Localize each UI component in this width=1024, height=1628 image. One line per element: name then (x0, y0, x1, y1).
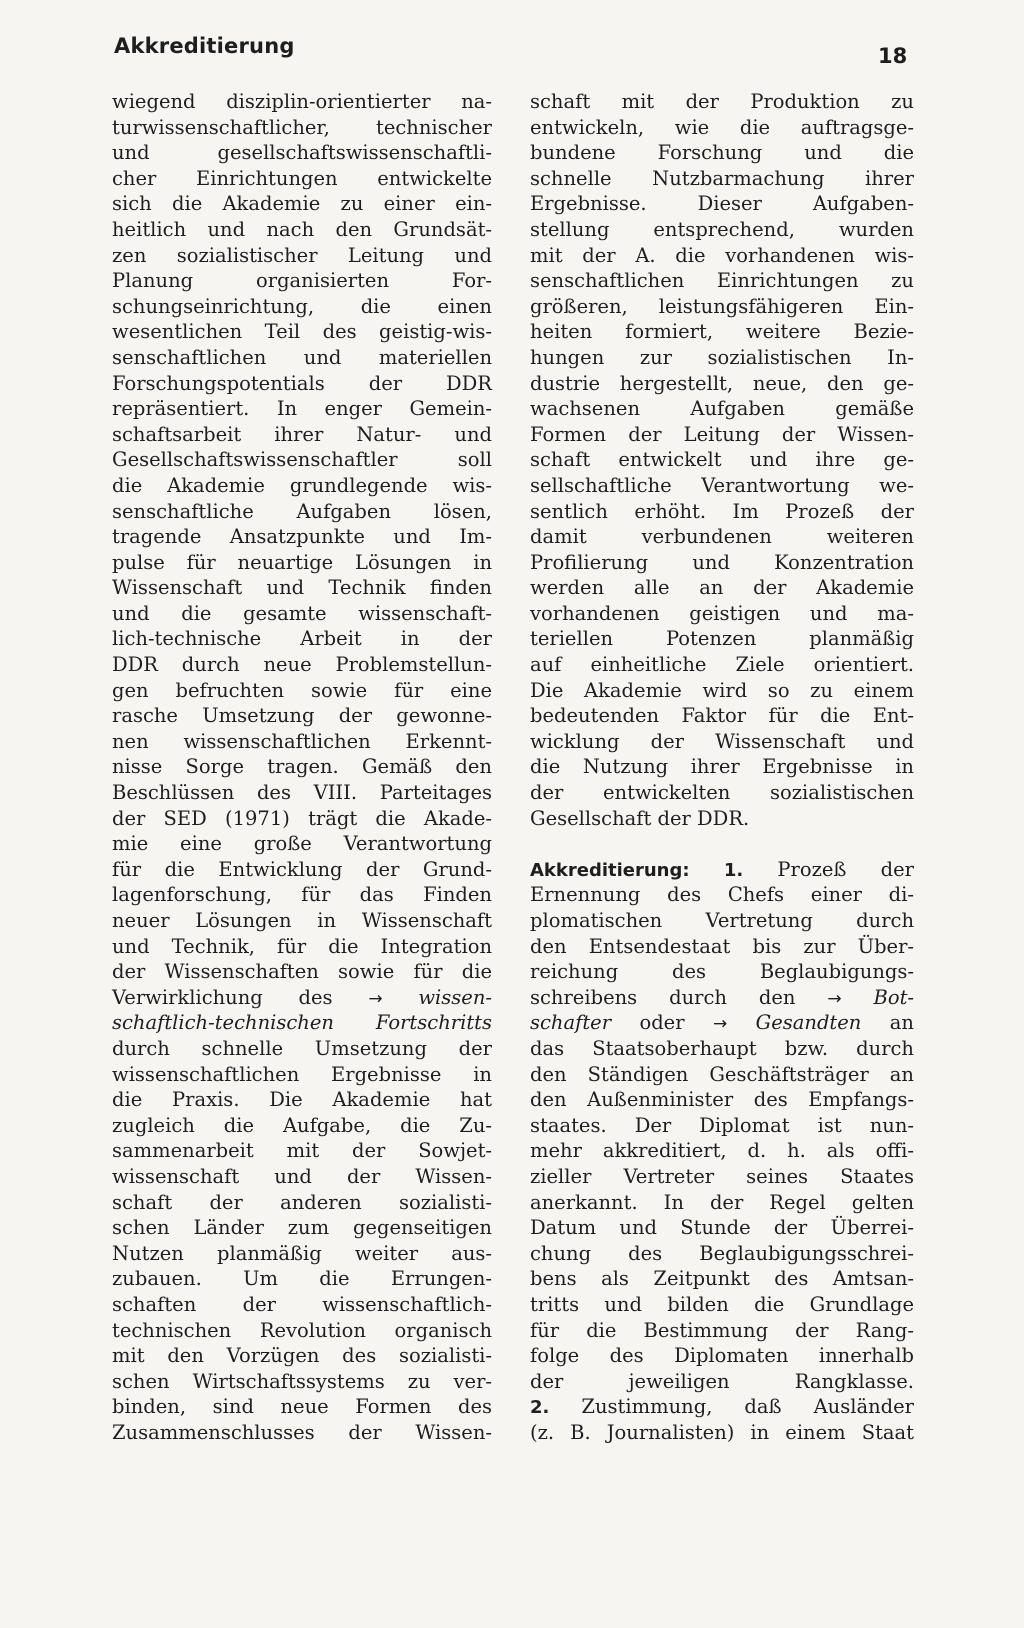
text-line: nen wissenschaftlichen Erkennt- (112, 729, 492, 753)
text-line: und gesellschaftswissenschaftli- (112, 141, 492, 165)
left-column (112, 89, 492, 1445)
entry-num-2: 2. (530, 1397, 550, 1419)
text-line: senschaftliche Aufgaben lösen, (112, 499, 492, 523)
text-line: Wissenschaft und Technik finden (112, 576, 492, 600)
text-line: die Nutzung ihrer Ergebnisse in (530, 755, 914, 779)
text-line: DDR durch neue Problemstellun- (112, 653, 492, 677)
text-line: den Ständigen Geschäftsträger an (530, 1062, 914, 1086)
text-line: turwissenschaftlicher, technischer (112, 115, 492, 139)
running-head: Akkreditierung (114, 34, 295, 58)
text-line: wissenschaft und der Wissen- (112, 1164, 492, 1188)
text-line: der Wissenschaften sowie für die (112, 960, 492, 984)
right-column (530, 89, 914, 1445)
arrow-icon: → (368, 988, 383, 1009)
text-line: anerkannt. In der Regel gelten (530, 1190, 914, 1214)
text-line: Ergebnisse. Dieser Aufgaben- (530, 192, 914, 216)
text-line: teriellen Potenzen planmäßig (530, 627, 914, 651)
text-line: lich-technische Arbeit in der (112, 627, 492, 651)
text-line: mit der A. die vorhandenen wis- (530, 243, 914, 267)
text-line: und Technik, für die Integration (112, 934, 492, 958)
text-line: schaft mit der Produktion zu (530, 90, 914, 113)
text-line: wiegend disziplin-orientierter na- (112, 90, 492, 113)
text-line: schaftsarbeit ihrer Natur- und (112, 422, 492, 446)
text-segment: oder (639, 1011, 685, 1035)
text-line: zen sozialistischer Leitung und (112, 243, 492, 267)
text-line: neuer Lösungen in Wissenschaft (112, 909, 492, 932)
text-line: bundene Forschung und die (530, 141, 914, 165)
text-line: Planung organisierten For- (112, 269, 492, 293)
text-line-with-link (112, 985, 492, 1011)
text-line: pulse für neuartige Lösungen in (112, 550, 492, 574)
text-line: der jeweiligen Rangklasse. (530, 1369, 914, 1393)
text-line: den Außenminister des Empfangs- (530, 1088, 914, 1112)
text-line: technischen Revolution organisch (112, 1318, 492, 1342)
text-line: der entwickelten sozialistischen (530, 781, 914, 805)
text-line: binden, sind neue Formen des (112, 1395, 492, 1419)
text-line: sentlich erhöht. Im Prozeß der (530, 499, 914, 523)
text-line: Beschlüssen des VIII. Parteitages (112, 781, 492, 805)
text-line: senschaftlichen und materiellen (112, 345, 492, 369)
arrow-icon: → (827, 988, 842, 1009)
text-line: folge des Diplomaten innerhalb (530, 1344, 914, 1368)
text-line: der SED (1971) trägt die Akade- (112, 806, 492, 830)
text-line: senschaftlichen Einrichtungen zu (530, 269, 914, 293)
text-line: wissenschaftlichen Ergebnisse in (112, 1062, 492, 1086)
text-line: das Staatsoberhaupt bzw. durch (530, 1036, 914, 1060)
text-line: Ernennung des Chefs einer di- (530, 883, 914, 907)
link-botschafter-2[interactable]: schafter (530, 1011, 612, 1035)
paragraph-gap (530, 831, 914, 857)
text-line: Nutzen planmäßig weiter aus- (112, 1241, 492, 1265)
text-line: und die gesamte wissenschaft- (112, 601, 492, 625)
text-line: repräsentiert. In enger Gemein- (112, 397, 492, 421)
text-line: mit den Vorzügen des sozialisti- (112, 1344, 492, 1368)
text-line: schaften der wissenschaftlich- (112, 1292, 492, 1316)
text-line: stellung entsprechend, wurden (530, 217, 914, 241)
text-line: für die Entwicklung der Grund- (112, 857, 492, 881)
text-line: zubauen. Um die Errungen- (112, 1267, 492, 1291)
text-line: die Akademie grundlegende wis- (112, 473, 492, 497)
text-line: werden alle an der Akademie (530, 576, 914, 600)
text-line: hungen zur sozialistischen In- (530, 345, 914, 369)
text-line: schaft entwickelt und ihre ge- (530, 448, 914, 472)
text-line: Formen der Leitung der Wissen- (530, 422, 914, 446)
text-line: Gesellschaftswissenschaftler soll (112, 448, 492, 472)
text-segment: Zustimmung, daß Ausländer (581, 1395, 915, 1419)
text-line: zieller Vertreter seines Staates (530, 1164, 914, 1188)
text-line: durch schnelle Umsetzung der (112, 1036, 492, 1060)
entry-first-line-rest: Prozeß der (777, 857, 914, 881)
text-line: nisse Sorge tragen. Gemäß den (112, 755, 492, 779)
text-line: staates. Der Diplomat ist nun- (530, 1113, 914, 1137)
entry-headword: Akkreditierung: (530, 859, 690, 881)
page-number: 18 (878, 44, 908, 68)
text-segment: schreibens durch den (530, 985, 796, 1009)
text-line: tragende Ansatzpunkte und Im- (112, 525, 492, 549)
text-line: für die Bestimmung der Rang- (530, 1318, 914, 1342)
text-line: Zusammenschlusses der Wissen- (112, 1420, 492, 1444)
text-line: auf einheitliche Ziele orientiert. (530, 653, 914, 677)
text-line: zugleich die Aufgabe, die Zu- (112, 1113, 492, 1137)
text-line: Die Akademie wird so zu einem (530, 678, 914, 702)
entry-line-num2 (530, 1394, 914, 1420)
text-line: sellschaftliche Verantwortung we- (530, 473, 914, 497)
text-segment: an (889, 1011, 914, 1035)
text-segment: Verwirklichung des (112, 985, 333, 1009)
entry-last-line: (z. B. Journalisten) in einem Staat (530, 1420, 914, 1444)
text-line: wicklung der Wissenschaft und (530, 729, 914, 753)
entry-line-botschafter (530, 985, 914, 1011)
text-line: plomatischen Vertretung durch (530, 909, 914, 932)
link-botschafter-1[interactable]: Bot- (873, 985, 915, 1009)
text-line: heitlich und nach den Grundsät- (112, 217, 492, 241)
text-line: reichung des Beglaubigungs- (530, 960, 914, 984)
text-line: vorhandenen geistigen und ma- (530, 601, 914, 625)
entry-num-1: 1. (723, 859, 744, 881)
text-line: schen Wirtschaftssystems zu ver- (112, 1369, 492, 1393)
text-line: cher Einrichtungen entwickelte (112, 166, 492, 190)
text-line: Profilierung und Konzentration (530, 550, 914, 574)
text-line: wesentlichen Teil des geistig-wis- (112, 320, 492, 344)
text-line: Datum und Stunde der Überrei- (530, 1216, 914, 1240)
text-line: mie eine große Verantwortung (112, 832, 492, 856)
text-line: entwickeln, wie die auftragsge- (530, 115, 914, 139)
link-wissenschaftlich-technischer-fortschritt-2[interactable]: schaftlich-technischen Fortschritts (112, 1011, 492, 1035)
entry-first-line (530, 857, 914, 883)
text-line: sammenarbeit mit der Sowjet- (112, 1139, 492, 1163)
text-line: gen befruchten sowie für eine (112, 678, 492, 702)
text-line: chung des Beglaubigungsschrei- (530, 1241, 914, 1265)
text-line: schaft der anderen sozialisti- (112, 1190, 492, 1214)
text-line: wachsenen Aufgaben gemäße (530, 397, 914, 421)
text-line: Forschungspotentials der DDR (112, 371, 492, 395)
text-line: dustrie hergestellt, neue, den ge- (530, 371, 914, 395)
link-wissenschaftlich-technischer-fortschritt-1[interactable]: wissen- (418, 985, 492, 1009)
text-line: bedeutenden Faktor für die Ent- (530, 704, 914, 728)
text-line: schnelle Nutzbarmachung ihrer (530, 166, 914, 190)
text-line: tritts und bilden die Grundlage (530, 1292, 914, 1316)
text-line: rasche Umsetzung der gewonne- (112, 704, 492, 728)
text-line: lagenforschung, für das Finden (112, 883, 492, 907)
text-line: mehr akkreditiert, d. h. als offi- (530, 1139, 914, 1163)
text-line: sich die Akademie zu einer ein- (112, 192, 492, 216)
text-line: schen Länder zum gegenseitigen (112, 1216, 492, 1240)
text-line: Gesellschaft der DDR. (530, 806, 750, 830)
arrow-icon: → (712, 1014, 728, 1035)
text-line: schungseinrichtung, die einen (112, 294, 492, 318)
text-line: damit verbundenen weiteren (530, 525, 914, 549)
text-line: heiten formiert, weitere Bezie- (530, 320, 914, 344)
text-line: größeren, leistungsfähigeren Ein- (530, 294, 914, 318)
text-line: den Entsendestaat bis zur Über- (530, 934, 914, 958)
text-line: bens als Zeitpunkt des Amtsan- (530, 1267, 914, 1291)
text-line: die Praxis. Die Akademie hat (112, 1088, 492, 1112)
link-gesandten[interactable]: Gesandten (755, 1011, 862, 1035)
entry-line-gesandten (530, 1010, 914, 1036)
